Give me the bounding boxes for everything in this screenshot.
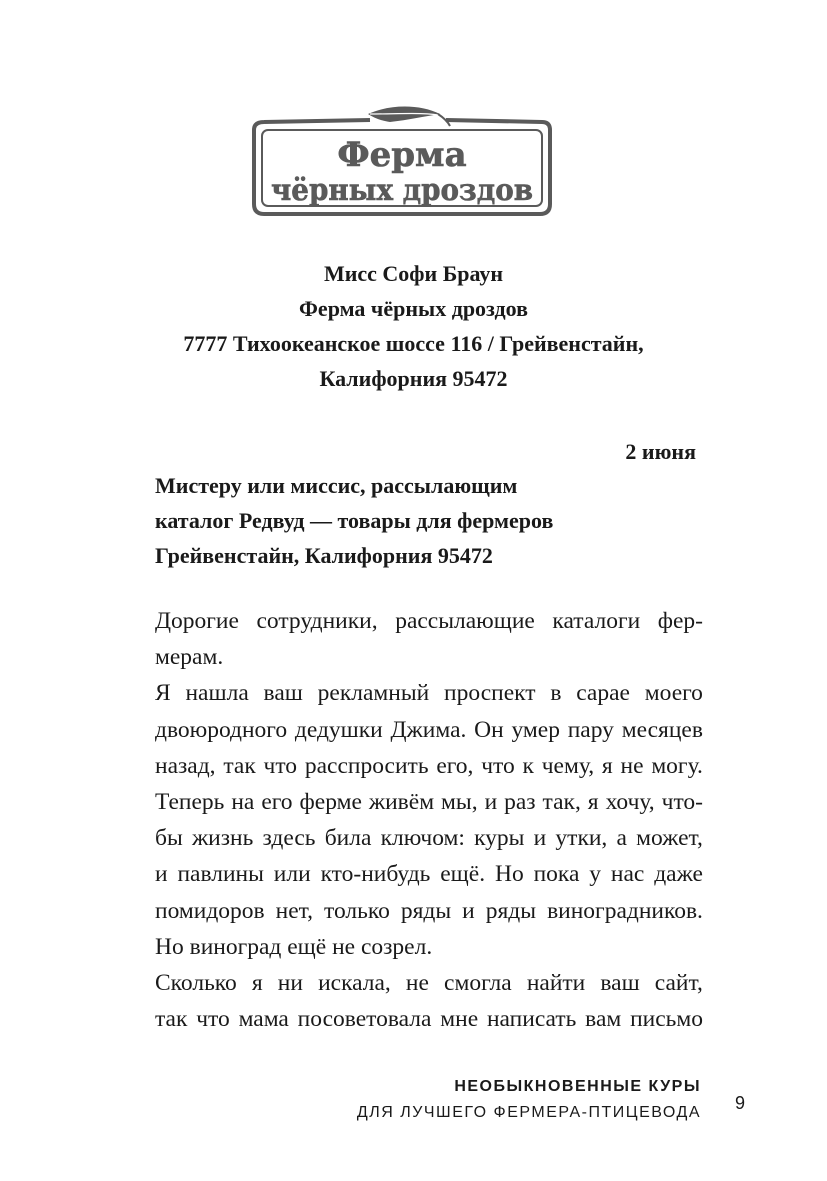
body-line: помидоров нет, только ряды и ряды виноградников.: [155, 897, 703, 924]
recipient-block: [155, 468, 553, 573]
body-line: мерам.: [155, 644, 224, 671]
body-line: Я нашла ваш рекламный проспект в сарае моего: [155, 680, 703, 707]
body-line: Теперь на его ферме живём мы, и раз так, я хочу, что-: [155, 789, 703, 816]
logo-title-line1: Ферма: [337, 135, 467, 175]
feather-icon: [368, 107, 450, 127]
sender-address-block: [0, 256, 827, 396]
recipient-line-1: Мистеру или миссис, рассылающим: [155, 473, 518, 498]
page-number: 9: [735, 1093, 746, 1113]
body-line: двоюродного дедушки Джима. Он умер пару месяцев: [155, 716, 703, 743]
body-line: Сколько я ни искала, не смогла найти ваш сайт,: [155, 970, 703, 997]
body-line: Дорогие сотрудники, рассылающие каталоги фер-: [155, 608, 703, 634]
footer-book-subtitle: ДЛЯ ЛУЧШЕГО ФЕРМЕРА-ПТИЦЕВОДА: [356, 1104, 701, 1121]
footer-book-title: НЕОБЫКНОВЕННЫЕ КУРЫ: [454, 1078, 701, 1095]
sender-city: Калифорния 95472: [319, 366, 508, 391]
letter-body: [155, 603, 703, 1037]
body-line: и павлины или кто-нибудь ещё. Но пока у нас даже: [155, 861, 703, 888]
body-line: Но виноград ещё не созрел.: [155, 933, 433, 960]
logo-title-line2: чёрных дроздов: [271, 173, 533, 208]
body-line: назад, так что расспросить его, что к чему, я не могу.: [155, 752, 703, 779]
body-line: так что мама посоветовала мне написать вам письмо: [155, 1006, 703, 1033]
running-footer: [357, 1074, 701, 1126]
farm-logo-stamp: [250, 100, 555, 222]
sender-name: Мисс Софи Браун: [323, 261, 504, 286]
letter-date: 2 июня: [625, 439, 696, 464]
sender-street: 7777 Тихоокеанское шоссе 116 / Грейвенстайн,: [183, 331, 644, 356]
recipient-line-2: каталог Редвуд — товары для фермеров: [155, 508, 554, 533]
body-line: бы жизнь здесь била ключом: куры и утки, а может,: [155, 825, 703, 852]
stamp-frame: [250, 100, 555, 222]
recipient-line-3: Грейвенстайн, Калифорния 95472: [155, 543, 493, 568]
sender-farm: Ферма чёрных дроздов: [299, 296, 528, 321]
